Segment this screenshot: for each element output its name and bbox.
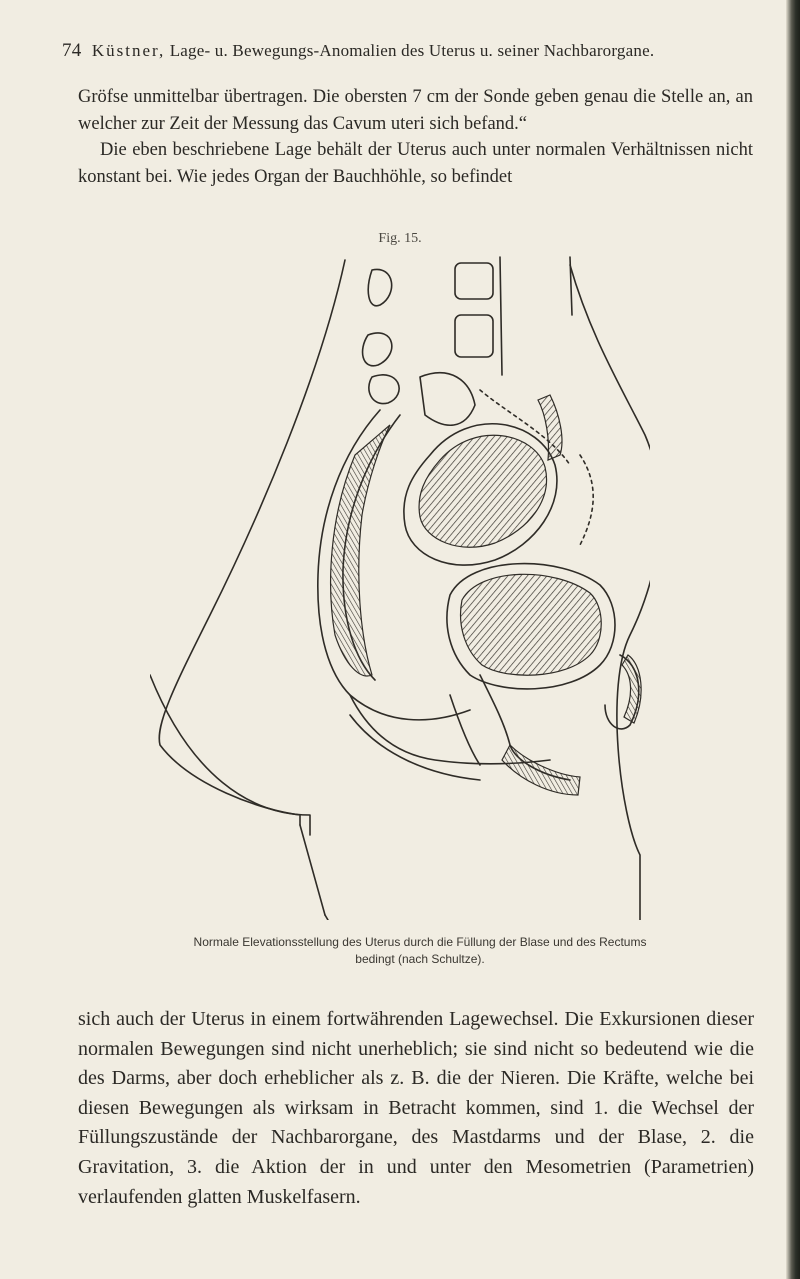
paragraph-body: sich auch der Uterus in einem fortwährenden Lagewechsel. Die Exkursionen dieser normalen Bewegungen sind nicht unerheblich; sie sind nicht so bedeutend wie die des Darms, aber doch erheblicher als z. B. die der Nieren. Die Kräfte, welche bei diesen Bewegungen als wirksam in Betracht kommen, sind 1. die Wechsel der Füllungszustände der Nachbarorgane, des Mastdarms und der Blase, 2. die Gravitation, 3. die Aktion der in und unter den Mesometrien (Parametrien) verlaufenden glatten Muskelfasern.: [78, 1008, 754, 1208]
sacrum-segment: [420, 373, 475, 425]
abdominal-wall-hatched: [622, 655, 641, 723]
posterior-fornix-hatched: [538, 395, 562, 460]
vertebra-5: [369, 375, 399, 404]
anatomical-figure: [150, 255, 650, 920]
vertebra-3: [363, 333, 392, 366]
vertebra-1: [368, 269, 391, 305]
header-author: Küstner,: [91, 41, 166, 60]
pelvic-floor-hatched: [502, 745, 580, 795]
figure-label: Fig. 15.: [378, 231, 422, 246]
perineum-contour: [150, 675, 325, 915]
body-text-top: [78, 84, 753, 190]
rectal-wall-hatched: [331, 425, 390, 676]
caption-line-2: bedingt (nach Schultze).: [355, 952, 485, 966]
page-edge-shadow: [786, 0, 800, 1279]
header-title: Lage- u. Bewegungs-Anomalien des Uterus u. seiner Nachbarorgane.: [169, 41, 655, 60]
page-number: 74: [62, 40, 82, 61]
bladder-wall-hatched: [461, 574, 602, 675]
paragraph-continued: Gröfse unmittelbar übertragen. Die obersten 7 cm der Sonde geben genau die Stelle an, an welcher zur Zeit der Messung das Cavum uteri sich befand.“: [78, 87, 753, 134]
paragraph-new: Die eben beschriebene Lage behält der Uterus auch unter normalen Verhältnissen nicht konstant bei. Wie jedes Organ der Bauchhöhle, so befindet: [78, 140, 753, 187]
body-text-bottom: [78, 1005, 754, 1212]
back-contour: [159, 260, 345, 825]
uterus-wall-hatched: [419, 435, 546, 547]
figure-caption: [110, 934, 730, 968]
vertebra-2: [455, 263, 493, 299]
running-header: [62, 40, 752, 62]
vertebra-4: [455, 315, 493, 357]
caption-line-1: Normale Elevationsstellung des Uterus durch die Füllung der Blase und des Rectums: [193, 935, 647, 949]
